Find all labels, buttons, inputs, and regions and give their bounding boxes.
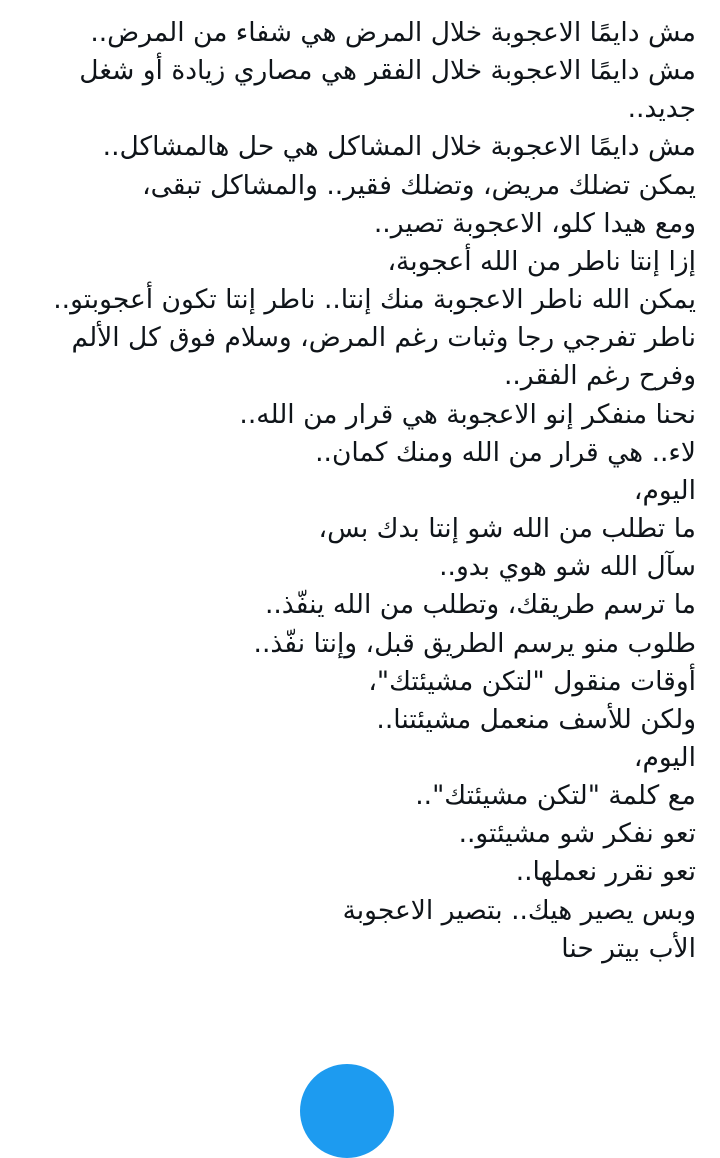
text-line: ناطر تفرجي رجا وثبات رغم المرض، وسلام فوق كل الألم [71, 322, 696, 354]
signature-line: الأب بيتر حنا [561, 932, 696, 964]
text-line: اليوم، [633, 741, 696, 773]
text-line: يمكن تضلك مريض، وتضلك فقير.. والمشاكل تبقى، [142, 169, 696, 201]
text-line: تعو نفكر شو مشيئتو.. [458, 818, 696, 850]
text-line: سآل الله شو هوي بدو.. [439, 551, 696, 583]
text-line: يمكن الله ناطر الاعجوبة منك إنتا.. ناطر إنتا تكون أعجوبتو.. [53, 284, 696, 316]
text-line: ولكن للأسف منعمل مشيئتنا.. [376, 703, 696, 735]
text-line: لاء.. هي قرار من الله ومنك كمان.. [315, 436, 696, 468]
text-line: وبس يصير هيك.. بتصير الاعجوبة [342, 894, 696, 926]
post-text [12, 14, 696, 968]
text-line: إزا إنتا ناطر من الله أعجوبة، [387, 245, 696, 277]
text-line: جديد.. [627, 93, 696, 125]
text-line: نحنا منفكر إنو الاعجوبة هي قرار من الله.. [239, 398, 696, 430]
text-line: مش دايمًا الاعجوبة خلال الفقر هي مصاري زيادة أو شغل [79, 55, 696, 87]
text-line: اليوم، [633, 474, 696, 506]
text-line: ومع هيدا كلو، الاعجوبة تصير.. [373, 207, 696, 239]
text-line: مش دايمًا الاعجوبة خلال المرض هي شفاء من المرض.. [90, 17, 696, 48]
text-line: طلوب منو يرسم الطريق قبل، وإنتا نفّذ.. [253, 627, 696, 659]
text-line: مع كلمة "لتكن مشيئتك".. [415, 780, 696, 812]
text-line: أوقات منقول "لتكن مشيئتك"، [368, 665, 696, 697]
text-line: ما تطلب من الله شو إنتا بدك بس، [318, 513, 696, 545]
text-line: وفرح رغم الفقر.. [503, 360, 696, 392]
text-line: تعو نقرر نعملها.. [515, 856, 696, 888]
text-line: مش دايمًا الاعجوبة خلال المشاكل هي حل هالمشاكل.. [102, 131, 696, 163]
compose-button[interactable] [300, 1064, 394, 1158]
text-line: ما ترسم طريقك، وتطلب من الله ينفّذ.. [264, 589, 696, 621]
